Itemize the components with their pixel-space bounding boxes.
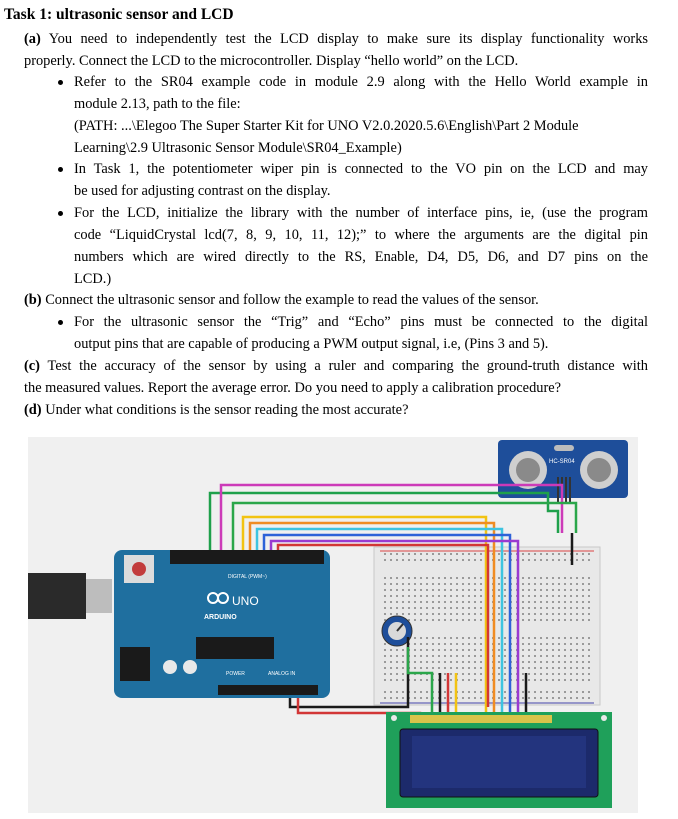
usb-cable-icon	[28, 573, 112, 619]
bullet-1-line-2: module 2.13, path to the file:	[74, 96, 241, 112]
power-label: POWER	[226, 671, 245, 677]
part-b-line-1	[24, 290, 539, 312]
board-name: UNO	[232, 594, 259, 608]
part-c-text-1: Test the accuracy of the sensor by using a ruler and comparing the ground-truth distance with	[47, 358, 648, 374]
part-d-line-1	[24, 400, 408, 422]
bullet-3-line-4: LCD.)	[74, 271, 112, 287]
lcd-module	[386, 712, 612, 808]
part-a-text-1: You need to independently test the LCD display to make sure its display functionality works	[48, 31, 648, 47]
lcd-pin-header	[410, 715, 552, 723]
board-brand: ARDUINO	[204, 614, 237, 621]
part-c-line-2: the measured values. Report the average error. Do you need to apply a calibration procedure?	[24, 380, 562, 396]
digital-label: DIGITAL (PWM~)	[228, 574, 267, 580]
part-d-text-1: Under what conditions is the sensor reading the most accurate?	[45, 402, 409, 418]
bullet-icon	[58, 80, 63, 85]
part-d-label: (d)	[24, 402, 42, 418]
circuit-figure	[28, 437, 638, 813]
bullet-2-line-2: be used for adjusting contrast on the display.	[74, 183, 331, 199]
analog-label: ANALOG IN	[268, 671, 296, 677]
bullet-3-line-1: For the LCD, initialize the library with the number of interface pins, ie, (use the program	[74, 205, 648, 221]
bullet-1-line-3: (PATH: ...\Elegoo The Super Starter Kit for UNO V2.0.2020.5.6\English\Part 2 Module	[74, 118, 579, 134]
bullet-icon	[58, 320, 63, 325]
bullet-2-line-1: In Task 1, the potentiometer wiper pin is connected to the VO pin on the LCD and may	[74, 161, 648, 177]
bullet-4-line-2: output pins that are capable of producing a PWM output signal, i.e, (Pins 3 and 5).	[74, 336, 549, 352]
part-a-label: (a)	[24, 31, 41, 47]
part-a-line-2: properly. Connect the LCD to the microcontroller. Display “hello world” on the LCD.	[24, 53, 519, 69]
part-b-label: (b)	[24, 292, 42, 308]
bullet-3-line-3: numbers which are wired directly to the RS, Enable, D4, D5, D6, and D7 pins on the	[74, 249, 648, 265]
part-b-text-1: Connect the ultrasonic sensor and follow the example to read the values of the sensor.	[45, 292, 539, 308]
bullet-1-line-1: Refer to the SR04 example code in module 2.9 along with the Hello World example in	[74, 74, 648, 90]
bullet-4-line-1: For the ultrasonic sensor the “Trig” and “Echo” pins must be connected to the digital	[74, 314, 648, 330]
task-title: Task 1: ultrasonic sensor and LCD	[4, 6, 234, 23]
part-c-label: (c)	[24, 358, 40, 374]
bullet-icon	[58, 167, 63, 172]
bullet-icon	[58, 211, 63, 216]
part-a-line-1	[24, 29, 648, 51]
bullet-1-line-4: Learning\2.9 Ultrasonic Sensor Module\SR04_Example)	[74, 140, 402, 156]
bullet-3-line-2: code “LiquidCrystal lcd(7, 8, 9, 10, 11, 12);” to where the arguments are the digital pin	[74, 227, 648, 243]
part-c-line-1	[24, 356, 648, 378]
sensor-label: HC-SR04	[549, 459, 575, 465]
arduino-board	[114, 550, 330, 698]
